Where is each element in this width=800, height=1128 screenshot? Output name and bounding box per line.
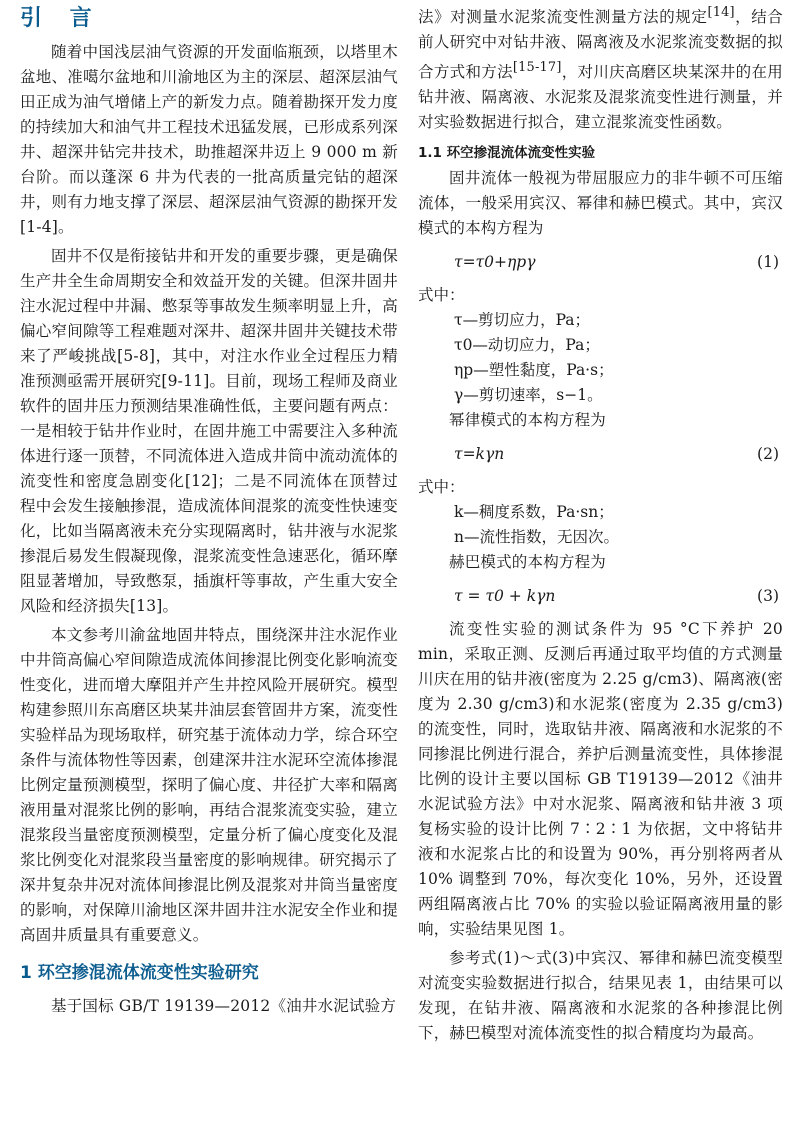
subsection-1-1-paragraph-3: 参考式(1)～式(3)中宾汉、幂律和赫巴流变模型对流变实验数据进行拟合，结果见表 1，由结果可以发现，在钻井液、隔离液和水泥浆的各种掺混比例下，赫巴模型对流体流变性的拟合精度均为最高。 — [418, 949, 783, 1043]
variable-line: τ0—动切应力，Pa； — [454, 336, 600, 355]
section-1-heading: 1 环空掺混流体流变性实验研究 — [20, 963, 259, 983]
equation-1-number: (1) — [757, 253, 779, 272]
where-label-1: 式中： — [418, 286, 465, 305]
intro-paragraph-1: 随着中国浅层油气资源的开发面临瓶颈，以塔里木盆地、准噶尔盆地和川渝地区为主的深层、超深层油气田正成为油气增储上产的新发力点。随着勘探开发力度的持续加大和油气井工程技术迅猛发展，已形成系列深井、超深井钻完井技术，助推超深井迈上 9 000 m 新台阶。而以蓬深 6 井为代表的一批高质量完钻的超深井，则有力地支撑了深层、超深层油气资源的勘探开发[1-4]。 — [20, 43, 398, 236]
variable-line: k—稠度系数，Pa·sn； — [454, 503, 614, 522]
power-law-intro: 幂律模式的本构方程为 — [449, 411, 607, 430]
intro-paragraph-3: 本文参考川渝盆地固井特点，围绕深井注水泥作业中井筒高偏心窄间隙造成流体间掺混比例变化影响流变性变化，进而增大摩阻并产生井控风险开展研究。模型构建参照川东高磨区块某井油层套管固井方案，流变性实验样品为现场取样，研究基于流体动力学，综合环空条件与流体物性等因素，创建深井注水泥环空流体掺混比例定量预测模型，探明了偏心度、井径扩大率和隔离液用量对混浆比例的影响，再结合混浆流变实验，建立混浆段当量密度预测模型，定量分析了偏心度变化及混浆比例变化对混浆段当量密度的影响规律。研究揭示了深井复杂井况对流体间掺混比例及混浆对井筒当量密度的影响，对保障川渝地区深井固井注水泥安全作业和提高固井质量具有重要意义。 — [20, 626, 398, 944]
equation-3-number: (3) — [757, 587, 779, 606]
where-label-2: 式中： — [418, 478, 465, 497]
variable-line: n—流性指数，无因次。 — [454, 528, 619, 547]
equation-2 — [418, 433, 783, 475]
equation-1 — [418, 241, 783, 283]
variable-line: τ—剪切应力，Pa； — [454, 311, 591, 330]
intro-paragraph-2: 固井不仅是衔接钻井和开发的重要步骤，更是确保生产井全生命周期安全和效益开发的关键。但深井固井注水泥过程中井漏、憋泵等事故发生频率明显上升，高偏心窄间隙等工程难题对深井、超深井固井关键技术带来了严峻挑战[5-8]，其中，对注水作业全过程压力精准预测亟需开展研究[9-11]。目前，现场工程师及商业软件的固井压力预测结果准确性低，主要问题有两点：一是相较于钻井作业时，在固井施工中需要注入多种流体进行逐一顶替，不同流体进入造成井筒中流动流体的流变性和密度急剧变化[12]；二是不同流体在顶替过程中会发生接触掺混，造成流体间混浆的流变性快速变化，比如当隔离液未充分实现隔离时，钻井液与水泥浆掺混后易发生假凝现像，混浆流变性急速恶化，循环摩阻显著增加，导致憋泵，插旗杆等事故，产生重大安全风险和经济损失[13]。 — [20, 247, 398, 615]
section-1-paragraph-start: 基于国标 GB/T 19139—2012《油井水泥试验方 — [51, 997, 397, 1015]
variable-line: ηp—塑性黏度，Pa·s； — [454, 361, 614, 380]
subsection-1-1-heading: 1.1 环空掺混流体流变性实验 — [418, 145, 596, 162]
equation-1-formula: τ=τ0+ηpγ — [454, 253, 536, 272]
section-1-paragraph-continued: 法》对测量水泥浆流变性测量方法的规定[14]，结合前人研究中对钻井液、隔离液及水泥浆流变数据的拟合方式和方法[15-17]，对川庆高磨区块某深井的在用钻井液、隔离液、水泥浆及混浆流变性进行测量，并对实验数据进行拟合，建立混浆流变性函数。 — [418, 5, 783, 132]
equation-3-formula: τ = τ0 + kγn — [454, 587, 556, 606]
equation-2-number: (2) — [757, 445, 779, 464]
right-column — [418, 0, 783, 1046]
variable-line: γ—剪切速率，s−1。 — [454, 386, 603, 405]
equation-3 — [418, 575, 783, 617]
intro-heading: 引 言 — [20, 6, 102, 31]
herschel-bulkley-intro: 赫巴模式的本构方程为 — [449, 553, 607, 572]
equation-2-formula: τ=kγn — [454, 445, 505, 464]
subsection-1-1-paragraph-2: 流变性实验的测试条件为 95 °C下养护 20 min，采取正测、反测后再通过取平均值的方式测量川庆在用的钻井液(密度为 2.25 g/cm3)、隔离液(密度为 2.30 g/cm3)和水泥浆(密度为 2.35 g/cm3)的流变性，同时，选取钻井液、隔离液和水泥浆的不同掺混比例进行混合，养护后测量流变性，具体掺混比例的设计主要以国标 GB T19139—2012《油井水泥试验方法》中对水泥浆、隔离液和钻井液 3 项复杨实验的设计比例 7∶2∶1 为依据，文中将钻井液和水泥浆占比的和设置为 90%，再分别将两者从 10% 调整到 70%，每次变化 10%，另外，还设置两组隔离液占比 70% 的实验以验证隔离液用量的影响，实验结果见图 1。 — [418, 620, 783, 939]
left-column — [20, 0, 398, 1019]
subsection-1-1-paragraph-1: 固井流体一般视为带屈服应力的非牛顿不可压缩流体，一般采用宾汉、幂律和赫巴模式。其中，宾汉模式的本构方程为 — [418, 169, 783, 238]
